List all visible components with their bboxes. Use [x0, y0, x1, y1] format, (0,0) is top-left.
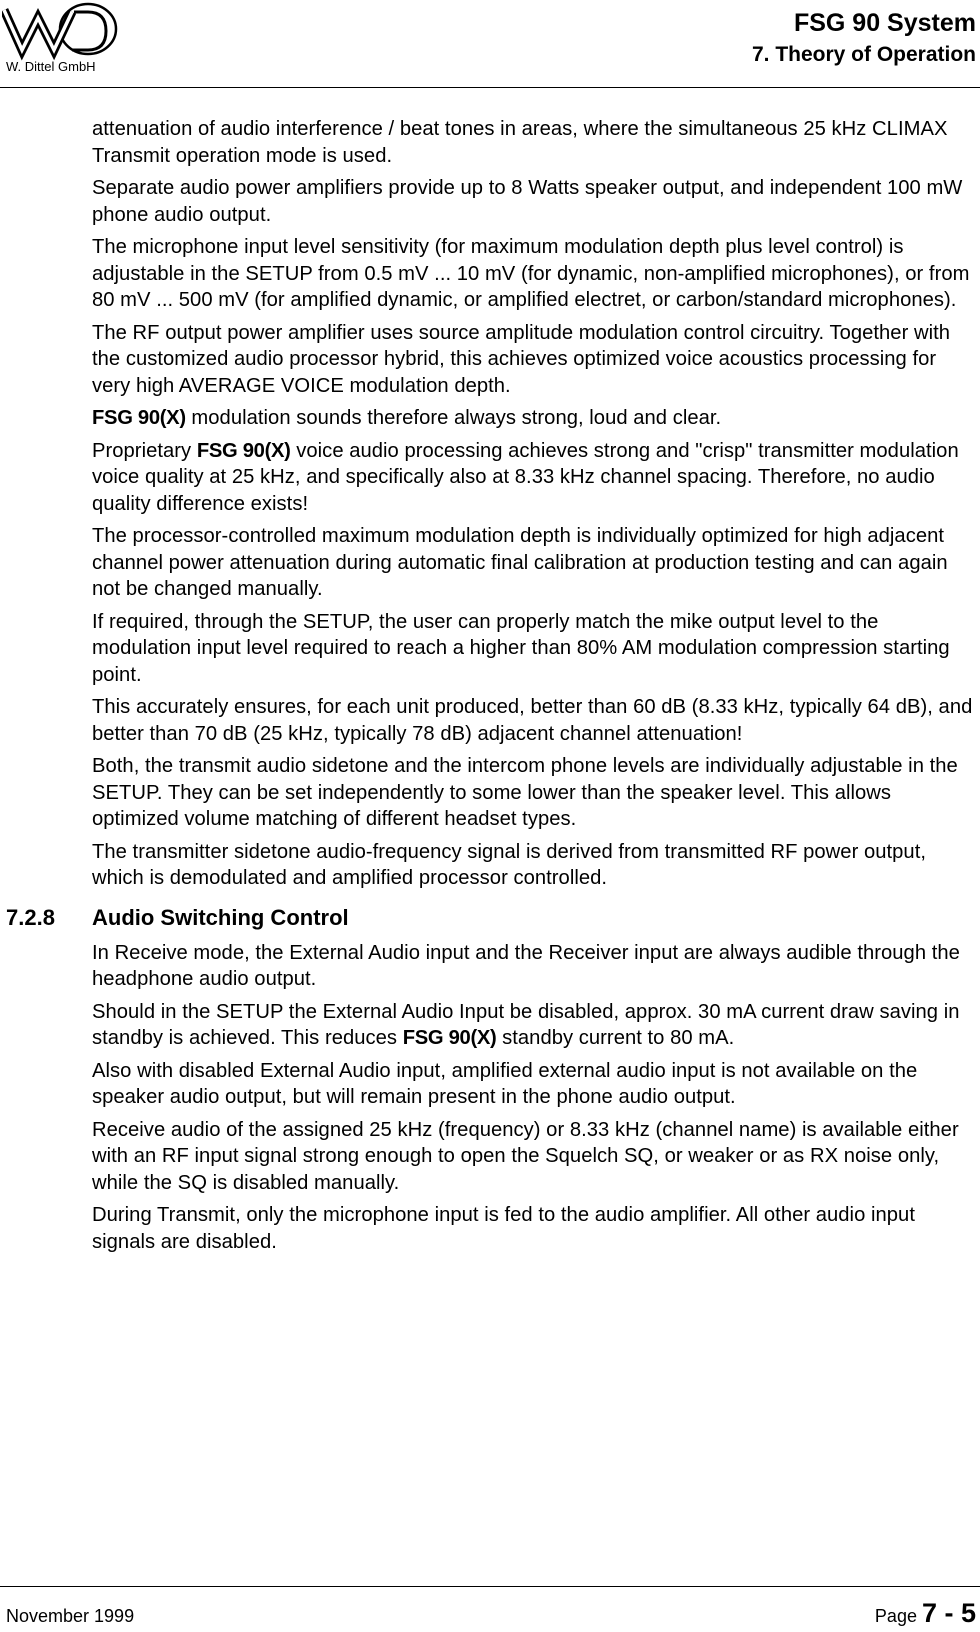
paragraph: Separate audio power amplifiers provide up to 8 Watts speaker output, and independent 100 mW phone audio output.	[92, 177, 963, 226]
paragraph: Both, the transmit audio sidetone and the intercom phone levels are individually adjustable in the SETUP. They can be set independently to some lower than the speaker level. This allows optimized volume matching of different headset types.	[92, 755, 958, 830]
paragraph: The microphone input level sensitivity (for maximum modulation depth plus level control) is adjustable in the SETUP from 0.5 mV ... 10 mV (for dynamic, non-amplified microphones), or from 80 mV ... 500 mV (for amplified dynamic, or amplified electret, or carbon/standard microphones).	[92, 236, 970, 311]
paragraph: If required, through the SETUP, the user can properly match the mike output level to the modulation input level required to reach a higher than 80% AM modulation compression starting point.	[92, 610, 950, 686]
paragraph-text: modulation sounds therefore always strong, loud and clear.	[185, 407, 722, 429]
paragraph: The processor-controlled maximum modulation depth is individually optimized for high adjacent channel power attenuation during automatic final calibration at production testing and can again not be changed manually.	[92, 525, 948, 600]
paragraph: The transmitter sidetone audio-frequency signal is derived from transmitted RF power output, which is demodulated and amplified processor controlled.	[92, 840, 926, 889]
paragraph-text: Should in the SETUP the External Audio Input be disabled, approx. 30 mA current draw saving in standby is achieved. This reduces	[92, 1000, 960, 1049]
page-label: Page	[874, 1606, 922, 1626]
paragraph	[92, 999, 976, 1052]
footer-date: November 1999	[6, 1606, 135, 1626]
paragraph: This accurately ensures, for each unit produced, better than 60 dB (8.33 kHz, typically 64 dB), and better than 70 dB (25 kHz, typically 78 dB) adjacent channel attenuation!	[92, 696, 973, 745]
page-number	[875, 1598, 976, 1629]
section-heading	[0, 904, 976, 932]
paragraph: During Transmit, only the microphone input is fed to the audio amplifier. All other audio input signals are disabled.	[92, 1204, 915, 1253]
company-logo	[2, 0, 122, 62]
header-divider	[0, 87, 980, 88]
footer-divider	[0, 1586, 980, 1587]
paragraph: The RF output power amplifier uses source amplitude modulation control circuitry. Together with the customized audio processor hybrid, this achieves optimized voice acoustics processing for very high AVERAGE VOICE modulation depth.	[92, 321, 951, 397]
paragraph-text: Proprietary	[92, 439, 197, 462]
paragraph	[92, 438, 976, 518]
page-number-value: 7 - 5	[921, 1598, 976, 1628]
company-name: W. Dittel GmbH	[6, 59, 96, 74]
page-header	[0, 0, 980, 90]
section-title: Audio Switching Control	[92, 904, 349, 930]
paragraph: attenuation of audio interference / beat tones in areas, where the simultaneous 25 kHz CLIMAX Transmit operation mode is used.	[92, 118, 948, 167]
system-title: FSG 90 System	[793, 9, 976, 37]
page-body	[6, 116, 976, 1261]
paragraph	[92, 405, 976, 432]
product-name: FSG 90(X)	[402, 1027, 497, 1049]
paragraph: Receive audio of the assigned 25 kHz (frequency) or 8.33 kHz (channel name) is available either with an RF input signal strong enough to open the Squelch SQ, or weaker or as RX noise only, while the SQ is disabled manually.	[92, 1118, 959, 1194]
product-name: FSG 90(X)	[196, 439, 291, 462]
paragraph-text: standby current to 80 mA.	[496, 1027, 735, 1049]
paragraph: Also with disabled External Audio input, amplified external audio input is not available on the speaker audio output, but will remain present in the phone audio output.	[92, 1059, 918, 1108]
section-number: 7.2.8	[6, 904, 55, 930]
chapter-title: 7. Theory of Operation	[751, 43, 976, 66]
paragraph: In Receive mode, the External Audio input and the Receiver input are always audible through the headphone audio output.	[92, 941, 960, 990]
paragraph-text: voice audio processing achieves strong and "crisp" transmitter modulation voice quality at 25 kHz, and specifically also at 8.33 kHz channel spacing. Therefore, no audio quality difference exists!	[92, 439, 959, 515]
wd-logo-icon	[2, 0, 122, 62]
product-name: FSG 90(X)	[92, 407, 186, 429]
